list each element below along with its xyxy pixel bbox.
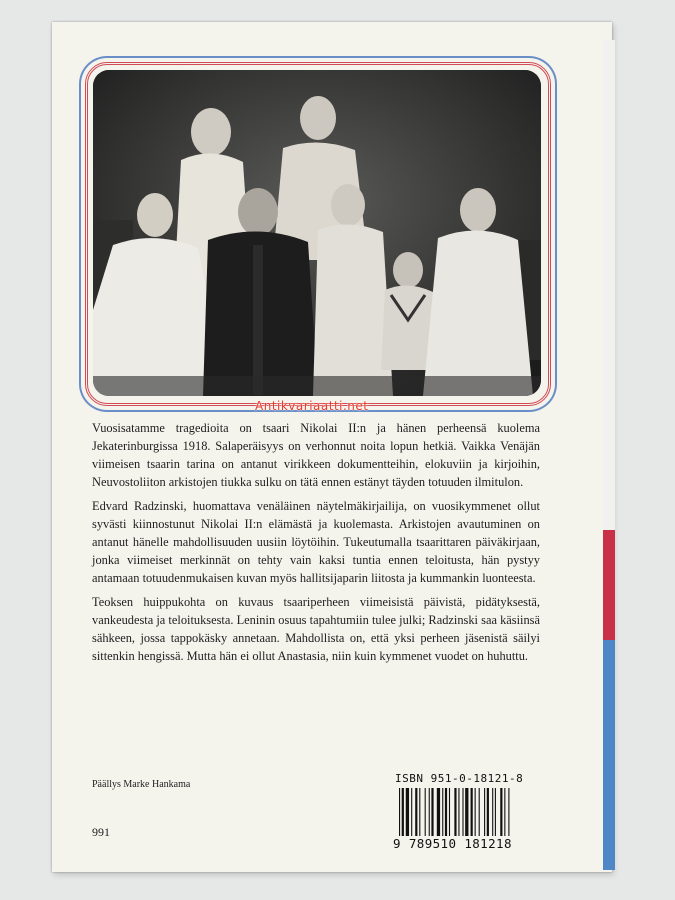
barcode-digits: 9 789510 181218 bbox=[393, 836, 512, 851]
watermark-text: Antikvariaatti.net bbox=[255, 399, 369, 413]
barcode-icon bbox=[395, 788, 550, 836]
spine-edge-white bbox=[603, 40, 615, 560]
description-paragraph-3: Teoksen huippukohta on kuvaus tsaariperheen viimeisistä päivistä, pidätyksestä, vankeudesta ja teloituksesta. Leninin osuus tapahtumiin tulee julki; Radzinski saa käsiinsä sähkeen, jossa tappokäsky annetaan. Mahdollista on, että yksi perheen jäsenistä säilyi sittenkin hengissä. Mutta hän ei ollut Anastasia, niin kuin kymmenet vuodet on huhuttu. bbox=[92, 595, 540, 663]
isbn-label: ISBN 951-0-18121-8 bbox=[395, 772, 524, 785]
family-photo-illustration bbox=[93, 70, 541, 396]
description-paragraph-1: Vuosisatamme tragedioita on tsaari Nikolai II:n ja hänen perheensä kuolema Jekaterinburgissa 1918. Salaperäisyys on verhonnut noita lopun hetkiä. Vaikka Venäjän viimeisen tsaarin tarina on antanut virikkeen dokumentteihin, elokuviin ja kirjoihin, Neuvostoliiton arkistojen tiukka sulku on tätä ennen estänyt täyden totuuden ilmitulon. bbox=[92, 421, 540, 489]
cover-credit: Päällys Marke Hankama bbox=[92, 779, 191, 790]
catalog-number: 991 bbox=[92, 825, 110, 839]
spine-edge-red bbox=[603, 530, 615, 650]
book-description bbox=[92, 419, 540, 671]
description-paragraph-2: Edvard Radzinski, huomattava venäläinen näytelmäkirjailija, on vuosikymmenet ollut syvästi kiinnostunut Nikolai II:n elämästä ja kuolemasta. Arkistojen avautuminen on antanut hänelle mahdollisuuden uusiin löytöihin. Tukeutumalla tsaarittaren päiväkirjaan, jonka viimeiset merkinnät on tehty vain kaksi tuntia ennen teloitusta, hän pystyy antamaan totuudenmukaisen kuvan myös hallitsijaparin liitosta ja kummankin luonteesta. bbox=[92, 499, 540, 585]
family-photograph bbox=[93, 70, 541, 396]
spine-edge-blue bbox=[603, 640, 615, 870]
